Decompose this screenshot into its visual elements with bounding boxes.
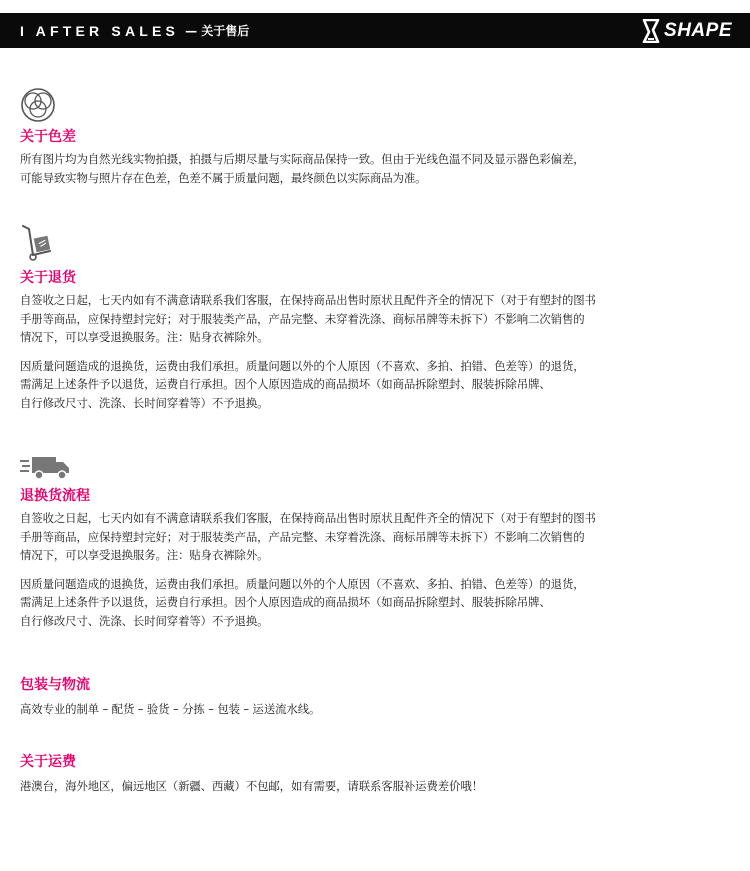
color-circles-icon (20, 88, 56, 122)
section-title: 退换货流程 (20, 488, 90, 504)
text-line: 需满足上述条件予以退货，运费自行承担。因个人原因造成的商品损坏（如商品拆除塑封、服装拆除吊牌、 (20, 595, 551, 609)
text-line: 港澳台，海外地区，偏远地区（新疆、西藏）不包邮，如有需要，请联系客服补运费差价哦！ (20, 779, 483, 793)
text-line: 因质量问题造成的退换货，运费由我们承担。质量问题以外的个人原因（不喜欢、多拍、拍错、色差等）的退货， (20, 576, 585, 591)
text-line: 自签收之日起，七天内如有不满意请联系我们客服，在保持商品出售时原状且配件齐全的情况下（对于有塑封的图书 (20, 293, 596, 307)
section-returns (20, 224, 735, 412)
brand-logo (642, 19, 732, 43)
header-title-en: I AFTER SALES (20, 22, 180, 39)
text-line: 情况下，可以享受退换服务。注：贴身衣裤除外。 (20, 330, 269, 344)
text-line: 情况下，可以享受退换服务。注：贴身衣裤除外。 (20, 548, 269, 562)
text-line: 手册等商品，应保持塑封完好；对于服装类产品，产品完整、未穿着洗涤、商标吊牌等未拆下）不影响二次销售的 (20, 529, 585, 544)
text-line: 高效专业的制单 – 配货 – 验货 – 分拣 – 包装 – 运送流水线。 (20, 702, 321, 716)
text-line: 需满足上述条件予以退货，运费自行承担。因个人原因造成的商品损坏（如商品拆除塑封、服装拆除吊牌、 (20, 377, 551, 391)
hourglass-logo-icon (642, 19, 660, 43)
section-shipping-fee (20, 752, 735, 796)
header-title-cn: — 关于售后 (185, 24, 250, 38)
paragraph (20, 357, 735, 413)
text-line: 自行修改尺寸、洗涤、长时间穿着等）不予退换。 (20, 613, 269, 628)
paragraph (20, 575, 735, 631)
paragraph (20, 777, 735, 796)
text-line: 所有图片均为自然光线实物拍摄，拍摄与后期尽量与实际商品保持一致。但由于光线色温不同及显示器色彩偏差， (20, 152, 585, 166)
delivery-truck-icon (20, 455, 72, 481)
header-bar (0, 13, 750, 48)
section-title: 包装与物流 (20, 677, 90, 693)
text-line: 手册等商品，应保持塑封完好；对于服装类产品，产品完整、未穿着洗涤、商标吊牌等未拆下）不影响二次销售的 (20, 311, 585, 326)
text-line: 自签收之日起，七天内如有不满意请联系我们客服，在保持商品出售时原状且配件齐全的情况下（对于有塑封的图书 (20, 511, 596, 525)
paragraph (20, 150, 735, 187)
text-line: 自行修改尺寸、洗涤、长时间穿着等）不予退换。 (20, 395, 269, 410)
paragraph (20, 509, 735, 565)
header-title (20, 22, 249, 39)
section-color-difference (20, 88, 735, 187)
section-packaging-logistics (20, 675, 735, 719)
section-return-process (20, 455, 735, 630)
paragraph (20, 700, 735, 719)
section-title: 关于色差 (20, 129, 76, 145)
section-title: 关于运费 (20, 754, 76, 770)
text-line: 因质量问题造成的退换货，运费由我们承担。质量问题以外的个人原因（不喜欢、多拍、拍错、色差等）的退货， (20, 358, 585, 373)
text-line: 可能导致实物与照片存在色差，色差不属于质量问题，最终颜色以实际商品为准。 (20, 170, 427, 185)
paragraph (20, 291, 735, 347)
brand-name: SHAPE (664, 19, 732, 41)
hand-truck-icon (20, 224, 56, 262)
section-title: 关于退货 (20, 270, 76, 286)
